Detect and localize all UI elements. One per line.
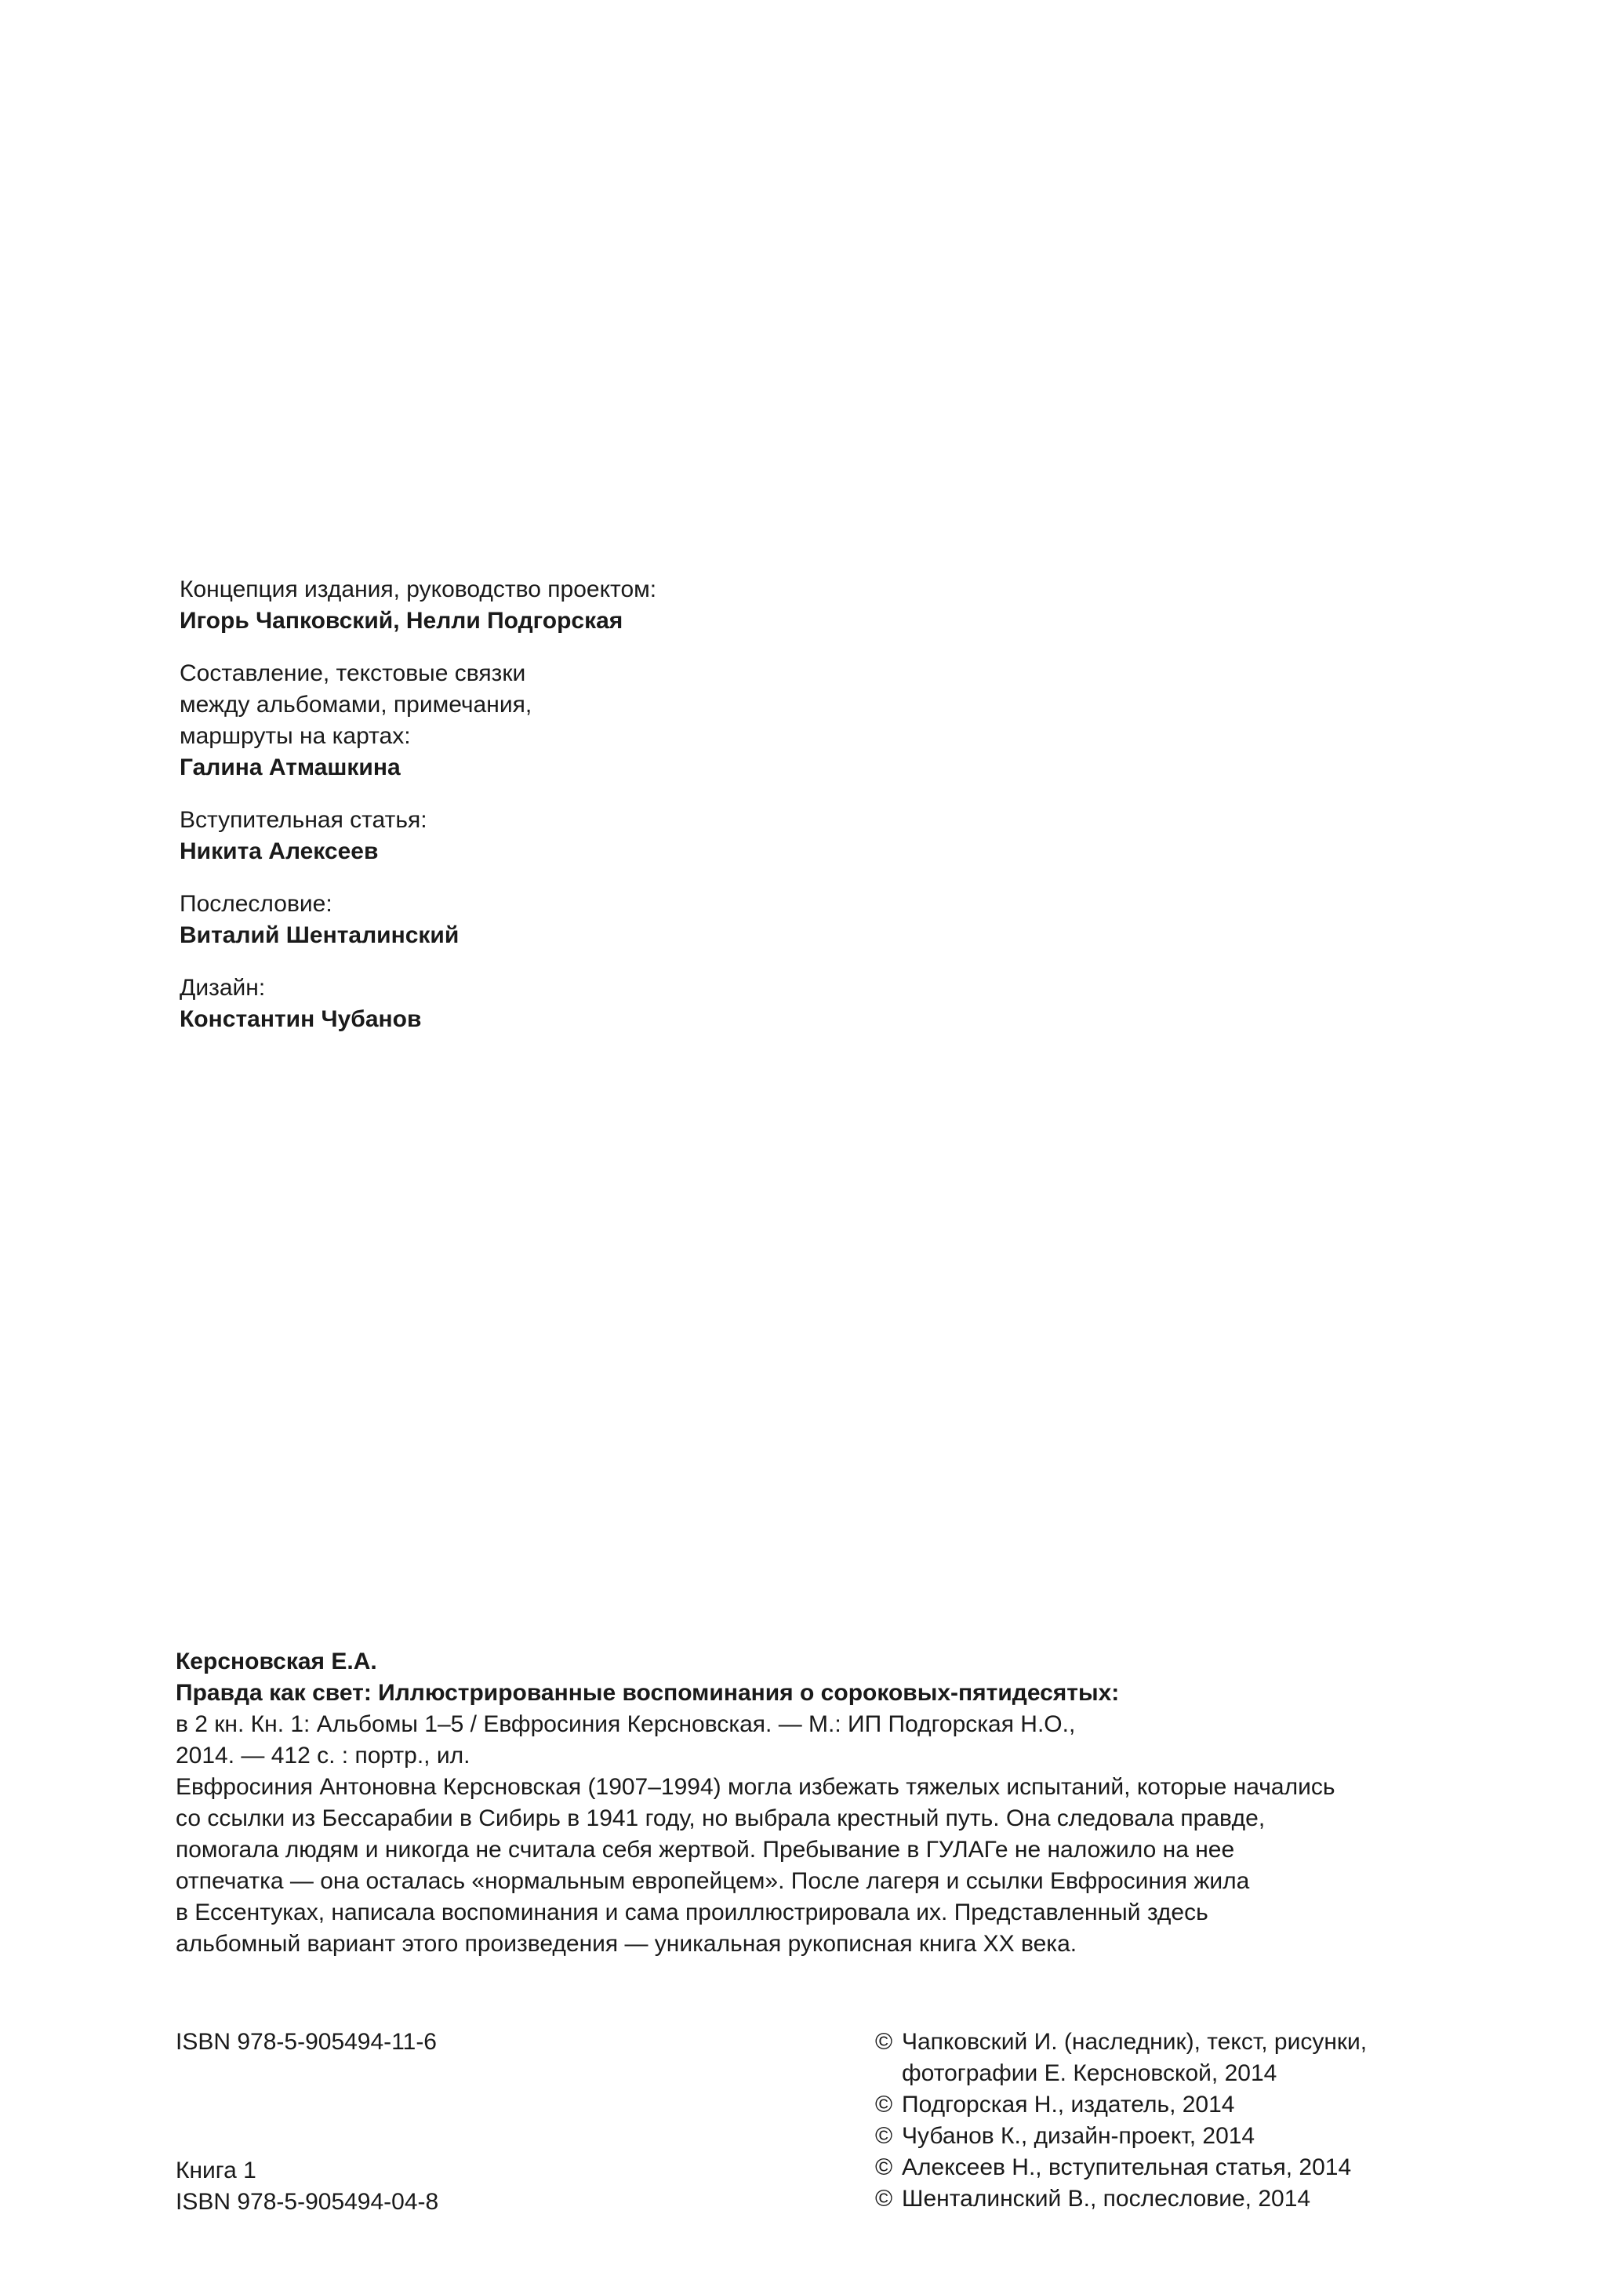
biblio-author: Керсновская Е.А. bbox=[176, 1649, 377, 1674]
copyright-item bbox=[875, 2152, 1581, 2183]
credit-role: Вступительная статья: bbox=[180, 807, 427, 833]
credit-name: Игорь Чапковский, Нелли Подгорская bbox=[180, 608, 623, 634]
annotation-line: помогала людям и никогда не считала себя жертвой. Пребывание в ГУЛАГе не наложило на нее bbox=[176, 1837, 1235, 1863]
credit-role: маршруты на картах: bbox=[180, 723, 411, 749]
copyright-icon: © bbox=[875, 2029, 893, 2055]
copyright-text: Чубанов К., дизайн-проект, 2014 bbox=[902, 2123, 1255, 2149]
credit-introduction bbox=[180, 805, 964, 867]
copyright-text: фотографии Е. Керсновской, 2014 bbox=[902, 2060, 1277, 2086]
credit-compilation bbox=[180, 658, 964, 783]
copyright-text: Шенталинский В., послесловие, 2014 bbox=[902, 2186, 1311, 2212]
biblio-imprint-line: в 2 кн. Кн. 1: Альбомы 1–5 / Евфросиния Керсновская. — М.: ИП Подгорская Н.О., bbox=[176, 1711, 1076, 1737]
credit-role: Составление, текстовые связки bbox=[180, 660, 526, 686]
copyright-text: Подгорская Н., издатель, 2014 bbox=[902, 2092, 1235, 2118]
copyright-item bbox=[875, 2183, 1581, 2215]
credit-name: Никита Алексеев bbox=[180, 838, 379, 864]
annotation-line: альбомный вариант этого произведения — уникальная рукописная книга XX века. bbox=[176, 1931, 1077, 1957]
copyright-text: Алексеев Н., вступительная статья, 2014 bbox=[902, 2154, 1352, 2180]
copyright-text: Чапковский И. (наследник), текст, рисунки, bbox=[902, 2029, 1368, 2055]
annotation-line: со ссылки из Бессарабии в Сибирь в 1941 году, но выбрала крестный путь. Она следовала правде, bbox=[176, 1805, 1266, 1831]
credit-name: Константин Чубанов bbox=[180, 1006, 422, 1032]
book-block bbox=[176, 2155, 438, 2218]
credit-role: Концепция издания, руководство проектом: bbox=[180, 576, 657, 602]
credit-role: Послесловие: bbox=[180, 891, 332, 917]
copyright-icon: © bbox=[875, 2186, 893, 2212]
credit-concept bbox=[180, 574, 964, 637]
book-isbn: ISBN 978-5-905494-04-8 bbox=[176, 2189, 439, 2215]
book-label: Книга 1 bbox=[176, 2158, 256, 2183]
copyright-icon: © bbox=[875, 2154, 893, 2180]
isbn-main bbox=[176, 2027, 437, 2058]
credit-name: Виталий Шенталинский bbox=[180, 922, 460, 948]
copyright-item bbox=[875, 2121, 1581, 2152]
copyright-item bbox=[875, 2089, 1581, 2121]
copyright-block bbox=[875, 2027, 1581, 2215]
biblio-imprint-line: 2014. — 412 с. : портр., ил. bbox=[176, 1743, 470, 1769]
credits-block bbox=[180, 574, 964, 1056]
bibliographic-record bbox=[176, 1646, 1509, 1960]
annotation-line: Евфросиния Антоновна Керсновская (1907–1994) могла избежать тяжелых испытаний, которые начались bbox=[176, 1774, 1335, 1800]
copyright-item bbox=[875, 2027, 1581, 2089]
copyright-icon: © bbox=[875, 2092, 893, 2118]
biblio-title: Правда как свет: Иллюстрированные воспоминания о сороковых-пятидесятых: bbox=[176, 1680, 1120, 1706]
credit-design bbox=[180, 972, 964, 1035]
credit-name: Галина Атмашкина bbox=[180, 754, 401, 780]
copyright-icon: © bbox=[875, 2123, 893, 2149]
annotation-line: в Ессентуках, написала воспоминания и сама проиллюстрировала их. Представленный здесь bbox=[176, 1900, 1208, 1925]
credit-role: между альбомами, примечания, bbox=[180, 692, 532, 718]
credit-role: Дизайн: bbox=[180, 975, 266, 1001]
isbn-main-text: ISBN 978-5-905494-11-6 bbox=[176, 2029, 437, 2055]
annotation-line: отпечатка — она осталась «нормальным европейцем». После лагеря и ссылки Евфросиния жила bbox=[176, 1868, 1250, 1894]
credit-afterword bbox=[180, 889, 964, 951]
